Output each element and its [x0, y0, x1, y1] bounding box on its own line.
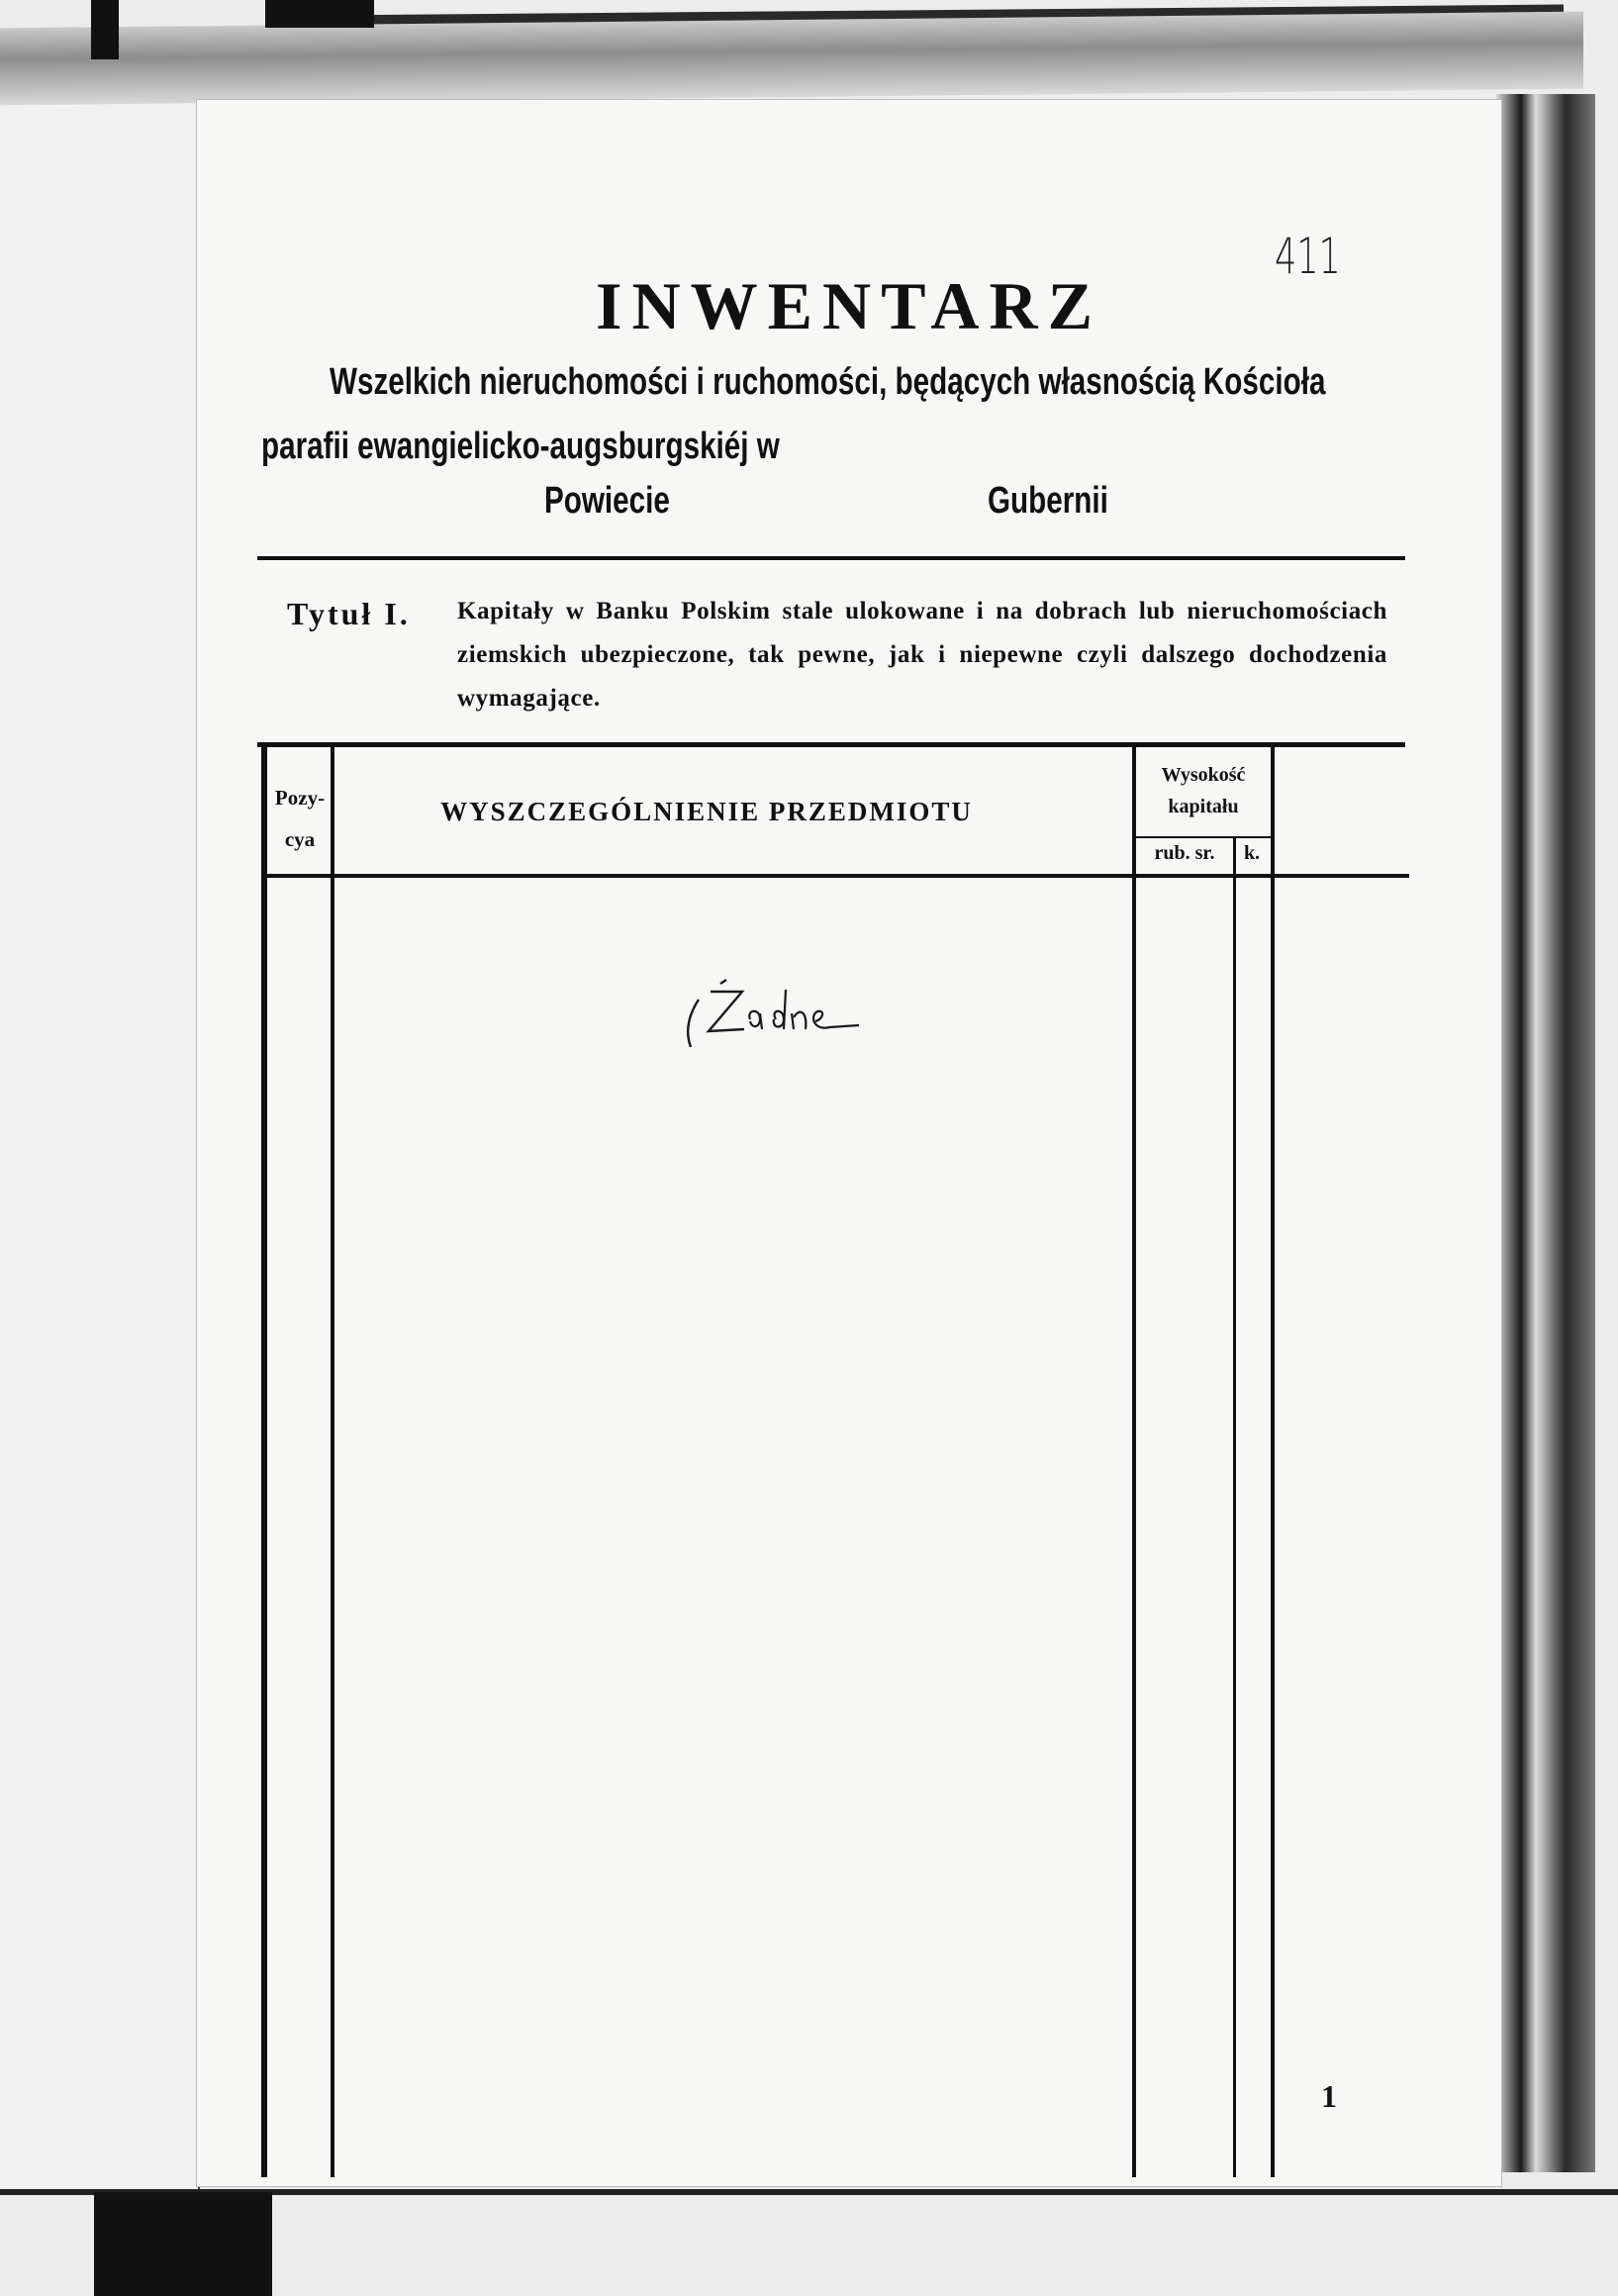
- handwritten-entry-zadne: [681, 970, 879, 1059]
- gubernia-label: Gubernii: [988, 480, 1108, 522]
- document-title: INWENTARZ: [596, 268, 1102, 343]
- page-number: 1: [1321, 2078, 1337, 2114]
- position-header-line-1: Pozy-: [274, 786, 326, 810]
- table-left-border: [261, 747, 267, 2177]
- book-cover-top: [0, 12, 1583, 106]
- binding-mark: [91, 0, 119, 59]
- document-page: [196, 99, 1502, 2187]
- position-column-rule: [331, 747, 334, 2177]
- section-label: Tytuł I.: [287, 596, 411, 631]
- position-column-header: [269, 777, 331, 860]
- description-column-rule: [1132, 747, 1136, 2177]
- subtitle-line-2: parafii ewangielicko-augsburgskiéj w: [261, 426, 780, 467]
- rubles-column-rule: [1233, 838, 1236, 2177]
- section-description: Kapitały w Banku Polskim stale ulokowane i na dobrach lub nieruchomościach ziemskich ubezpieczone, tak pewne, jak i niepewne czyli dalszego dochodzenia wymagające.: [457, 598, 1387, 712]
- kopecks-column-header: k.: [1243, 842, 1261, 864]
- kopecks-column-rule: [1271, 747, 1275, 2177]
- rubles-column-header: rub. sr.: [1154, 842, 1215, 864]
- binding-mark: [94, 2192, 272, 2296]
- description-column-header: WYSZCZEGÓLNIENIE PRZEDMIOTU: [440, 797, 973, 826]
- book-spine: [1496, 94, 1595, 2172]
- capital-column-header: [1136, 759, 1271, 822]
- header-bottom-rule: [261, 874, 1409, 878]
- capital-subheader-rule: [1136, 836, 1275, 838]
- capital-header-line-2: kapitału: [1168, 796, 1239, 817]
- subtitle-line-1: Wszelkich nieruchomości i ruchomości, będących własnością Kościoła: [330, 361, 1326, 403]
- folio-number: 411: [1275, 228, 1341, 285]
- adjacent-page: [0, 94, 200, 2192]
- position-header-line-2: cya: [284, 827, 316, 851]
- capital-header-line-1: Wysokość: [1161, 764, 1246, 786]
- binding-mark: [265, 0, 374, 28]
- ledger-table: [261, 747, 1409, 2177]
- powiat-label: Powiecie: [544, 480, 670, 522]
- header-rule: [257, 556, 1405, 560]
